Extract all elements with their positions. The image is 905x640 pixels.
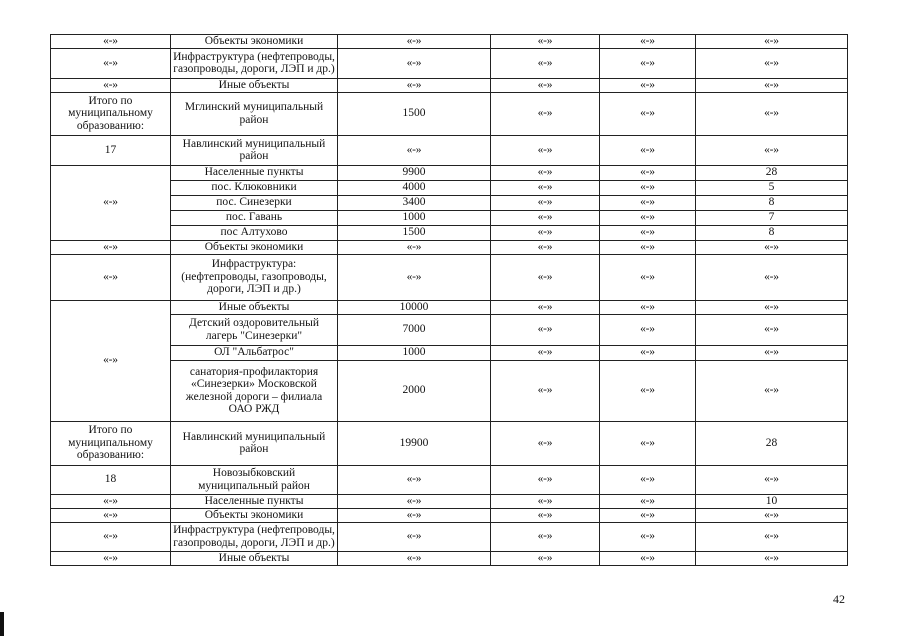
cell-col4: «-» bbox=[491, 240, 600, 254]
cell-col3: «-» bbox=[338, 465, 491, 494]
cell-col2: пос Алтухово bbox=[171, 225, 338, 240]
cell-col6: «-» bbox=[696, 522, 848, 551]
cell-col1: «-» bbox=[51, 78, 171, 92]
cell-col2: Мглинский муниципальный район bbox=[171, 92, 338, 135]
page-number: 42 bbox=[833, 592, 845, 606]
cell-col2: Объекты экономики bbox=[171, 508, 338, 522]
cell-col4: «-» bbox=[491, 421, 600, 465]
cell-col6: «-» bbox=[696, 92, 848, 135]
cell-col1: «-» bbox=[51, 35, 171, 49]
table-row bbox=[51, 522, 848, 551]
table-row bbox=[51, 240, 848, 254]
cell-col3: «-» bbox=[338, 508, 491, 522]
cell-col3: 1500 bbox=[338, 92, 491, 135]
cell-col5: «-» bbox=[600, 48, 696, 78]
cell-col5: «-» bbox=[600, 35, 696, 49]
cell-col6: «-» bbox=[696, 135, 848, 165]
cell-col6: 7 bbox=[696, 210, 848, 225]
cell-col5: «-» bbox=[600, 465, 696, 494]
cell-col1: «-» bbox=[51, 300, 171, 421]
cell-col4: «-» bbox=[491, 254, 600, 300]
cell-col2: Навлинский муниципальный район bbox=[171, 421, 338, 465]
cell-col5: «-» bbox=[600, 360, 696, 421]
cell-col1: «-» bbox=[51, 165, 171, 240]
cell-col3: 1000 bbox=[338, 345, 491, 360]
cell-col3: «-» bbox=[338, 35, 491, 49]
cell-col5: «-» bbox=[600, 522, 696, 551]
cell-col3: «-» bbox=[338, 254, 491, 300]
cell-col3: 19900 bbox=[338, 421, 491, 465]
cell-col6: 5 bbox=[696, 180, 848, 195]
table-row bbox=[51, 135, 848, 165]
table-row bbox=[51, 195, 848, 210]
cell-col6: «-» bbox=[696, 360, 848, 421]
cell-col5: «-» bbox=[600, 225, 696, 240]
cell-col4: «-» bbox=[491, 48, 600, 78]
cell-col3: 2000 bbox=[338, 360, 491, 421]
cell-col4: «-» bbox=[491, 465, 600, 494]
table-row bbox=[51, 180, 848, 195]
data-table bbox=[50, 34, 848, 566]
table-row bbox=[51, 92, 848, 135]
cell-col3: 4000 bbox=[338, 180, 491, 195]
cell-col3: 9900 bbox=[338, 165, 491, 180]
cell-col5: «-» bbox=[600, 135, 696, 165]
cell-col1: «-» bbox=[51, 254, 171, 300]
cell-col5: «-» bbox=[600, 195, 696, 210]
cell-col3: «-» bbox=[338, 494, 491, 508]
cell-col3: 1000 bbox=[338, 210, 491, 225]
cell-col1: 18 bbox=[51, 465, 171, 494]
cell-col4: «-» bbox=[491, 345, 600, 360]
cell-col2: Новозыбковский муниципальный район bbox=[171, 465, 338, 494]
cell-col2: Детский оздоровительный лагерь "Синезерки" bbox=[171, 314, 338, 345]
cell-col6: «-» bbox=[696, 254, 848, 300]
cell-col4: «-» bbox=[491, 78, 600, 92]
cell-col2: пос. Клюковники bbox=[171, 180, 338, 195]
cell-col4: «-» bbox=[491, 35, 600, 49]
cell-col5: «-» bbox=[600, 92, 696, 135]
cell-col5: «-» bbox=[600, 210, 696, 225]
cell-col1: «-» bbox=[51, 240, 171, 254]
table-row bbox=[51, 465, 848, 494]
cell-col6: 10 bbox=[696, 494, 848, 508]
cell-col4: «-» bbox=[491, 494, 600, 508]
cell-col3: 1500 bbox=[338, 225, 491, 240]
cell-col2: санатория-профилактория «Синезерки» Московской железной дороги – филиала ОАО РЖД bbox=[171, 360, 338, 421]
cell-col5: «-» bbox=[600, 180, 696, 195]
cell-col5: «-» bbox=[600, 165, 696, 180]
cell-col6: 28 bbox=[696, 165, 848, 180]
cell-col1: «-» bbox=[51, 551, 171, 565]
cell-col4: «-» bbox=[491, 180, 600, 195]
cell-col2: Инфраструктура (нефтепроводы, газопроводы, дороги, ЛЭП и др.) bbox=[171, 522, 338, 551]
cell-col1: Итого по муниципальному образованию: bbox=[51, 92, 171, 135]
cell-col2: Объекты экономики bbox=[171, 240, 338, 254]
scan-margin-mark bbox=[0, 612, 4, 636]
cell-col1: 17 bbox=[51, 135, 171, 165]
cell-col1: Итого по муниципальному образованию: bbox=[51, 421, 171, 465]
cell-col6: «-» bbox=[696, 345, 848, 360]
cell-col6: «-» bbox=[696, 78, 848, 92]
cell-col6: «-» bbox=[696, 300, 848, 314]
table-row bbox=[51, 254, 848, 300]
cell-col4: «-» bbox=[491, 210, 600, 225]
cell-col1: «-» bbox=[51, 494, 171, 508]
cell-col2: пос. Синезерки bbox=[171, 195, 338, 210]
cell-col6: 8 bbox=[696, 225, 848, 240]
cell-col2: ОЛ "Альбатрос" bbox=[171, 345, 338, 360]
cell-col1: «-» bbox=[51, 48, 171, 78]
cell-col2: Объекты экономики bbox=[171, 35, 338, 49]
cell-col5: «-» bbox=[600, 494, 696, 508]
table-row bbox=[51, 345, 848, 360]
cell-col4: «-» bbox=[491, 225, 600, 240]
cell-col5: «-» bbox=[600, 508, 696, 522]
cell-col6: «-» bbox=[696, 35, 848, 49]
table-row bbox=[51, 300, 848, 314]
cell-col6: 28 bbox=[696, 421, 848, 465]
cell-col4: «-» bbox=[491, 300, 600, 314]
cell-col2: Населенные пункты bbox=[171, 494, 338, 508]
cell-col4: «-» bbox=[491, 92, 600, 135]
cell-col5: «-» bbox=[600, 300, 696, 314]
cell-col3: 7000 bbox=[338, 314, 491, 345]
cell-col5: «-» bbox=[600, 421, 696, 465]
cell-col4: «-» bbox=[491, 195, 600, 210]
cell-col5: «-» bbox=[600, 314, 696, 345]
cell-col3: «-» bbox=[338, 48, 491, 78]
cell-col6: «-» bbox=[696, 508, 848, 522]
cell-col2: Иные объекты bbox=[171, 78, 338, 92]
cell-col2: Иные объекты bbox=[171, 551, 338, 565]
table-row bbox=[51, 165, 848, 180]
cell-col4: «-» bbox=[491, 165, 600, 180]
table-row bbox=[51, 494, 848, 508]
cell-col4: «-» bbox=[491, 360, 600, 421]
cell-col1: «-» bbox=[51, 522, 171, 551]
table-row bbox=[51, 421, 848, 465]
cell-col4: «-» bbox=[491, 508, 600, 522]
cell-col4: «-» bbox=[491, 314, 600, 345]
cell-col5: «-» bbox=[600, 78, 696, 92]
cell-col4: «-» bbox=[491, 551, 600, 565]
table-row bbox=[51, 508, 848, 522]
cell-col3: «-» bbox=[338, 78, 491, 92]
cell-col2: Инфраструктура (нефтепроводы, газопроводы, дороги, ЛЭП и др.) bbox=[171, 48, 338, 78]
table-row bbox=[51, 48, 848, 78]
cell-col3: «-» bbox=[338, 135, 491, 165]
table-row bbox=[51, 225, 848, 240]
cell-col4: «-» bbox=[491, 522, 600, 551]
cell-col6: «-» bbox=[696, 465, 848, 494]
cell-col2: Населенные пункты bbox=[171, 165, 338, 180]
cell-col5: «-» bbox=[600, 551, 696, 565]
cell-col3: «-» bbox=[338, 551, 491, 565]
cell-col3: 3400 bbox=[338, 195, 491, 210]
cell-col2: Навлинский муниципальный район bbox=[171, 135, 338, 165]
table-row bbox=[51, 35, 848, 49]
cell-col3: «-» bbox=[338, 522, 491, 551]
cell-col2: Инфраструктура: (нефтепроводы, газопроводы, дороги, ЛЭП и др.) bbox=[171, 254, 338, 300]
cell-col6: 8 bbox=[696, 195, 848, 210]
cell-col6: «-» bbox=[696, 314, 848, 345]
table-row bbox=[51, 78, 848, 92]
cell-col4: «-» bbox=[491, 135, 600, 165]
table-row bbox=[51, 551, 848, 565]
cell-col5: «-» bbox=[600, 240, 696, 254]
cell-col1: «-» bbox=[51, 508, 171, 522]
cell-col2: пос. Гавань bbox=[171, 210, 338, 225]
table-row bbox=[51, 210, 848, 225]
cell-col6: «-» bbox=[696, 48, 848, 78]
cell-col2: Иные объекты bbox=[171, 300, 338, 314]
cell-col6: «-» bbox=[696, 240, 848, 254]
cell-col5: «-» bbox=[600, 345, 696, 360]
cell-col3: 10000 bbox=[338, 300, 491, 314]
table-row bbox=[51, 314, 848, 345]
cell-col5: «-» bbox=[600, 254, 696, 300]
table-row bbox=[51, 360, 848, 421]
cell-col6: «-» bbox=[696, 551, 848, 565]
cell-col3: «-» bbox=[338, 240, 491, 254]
